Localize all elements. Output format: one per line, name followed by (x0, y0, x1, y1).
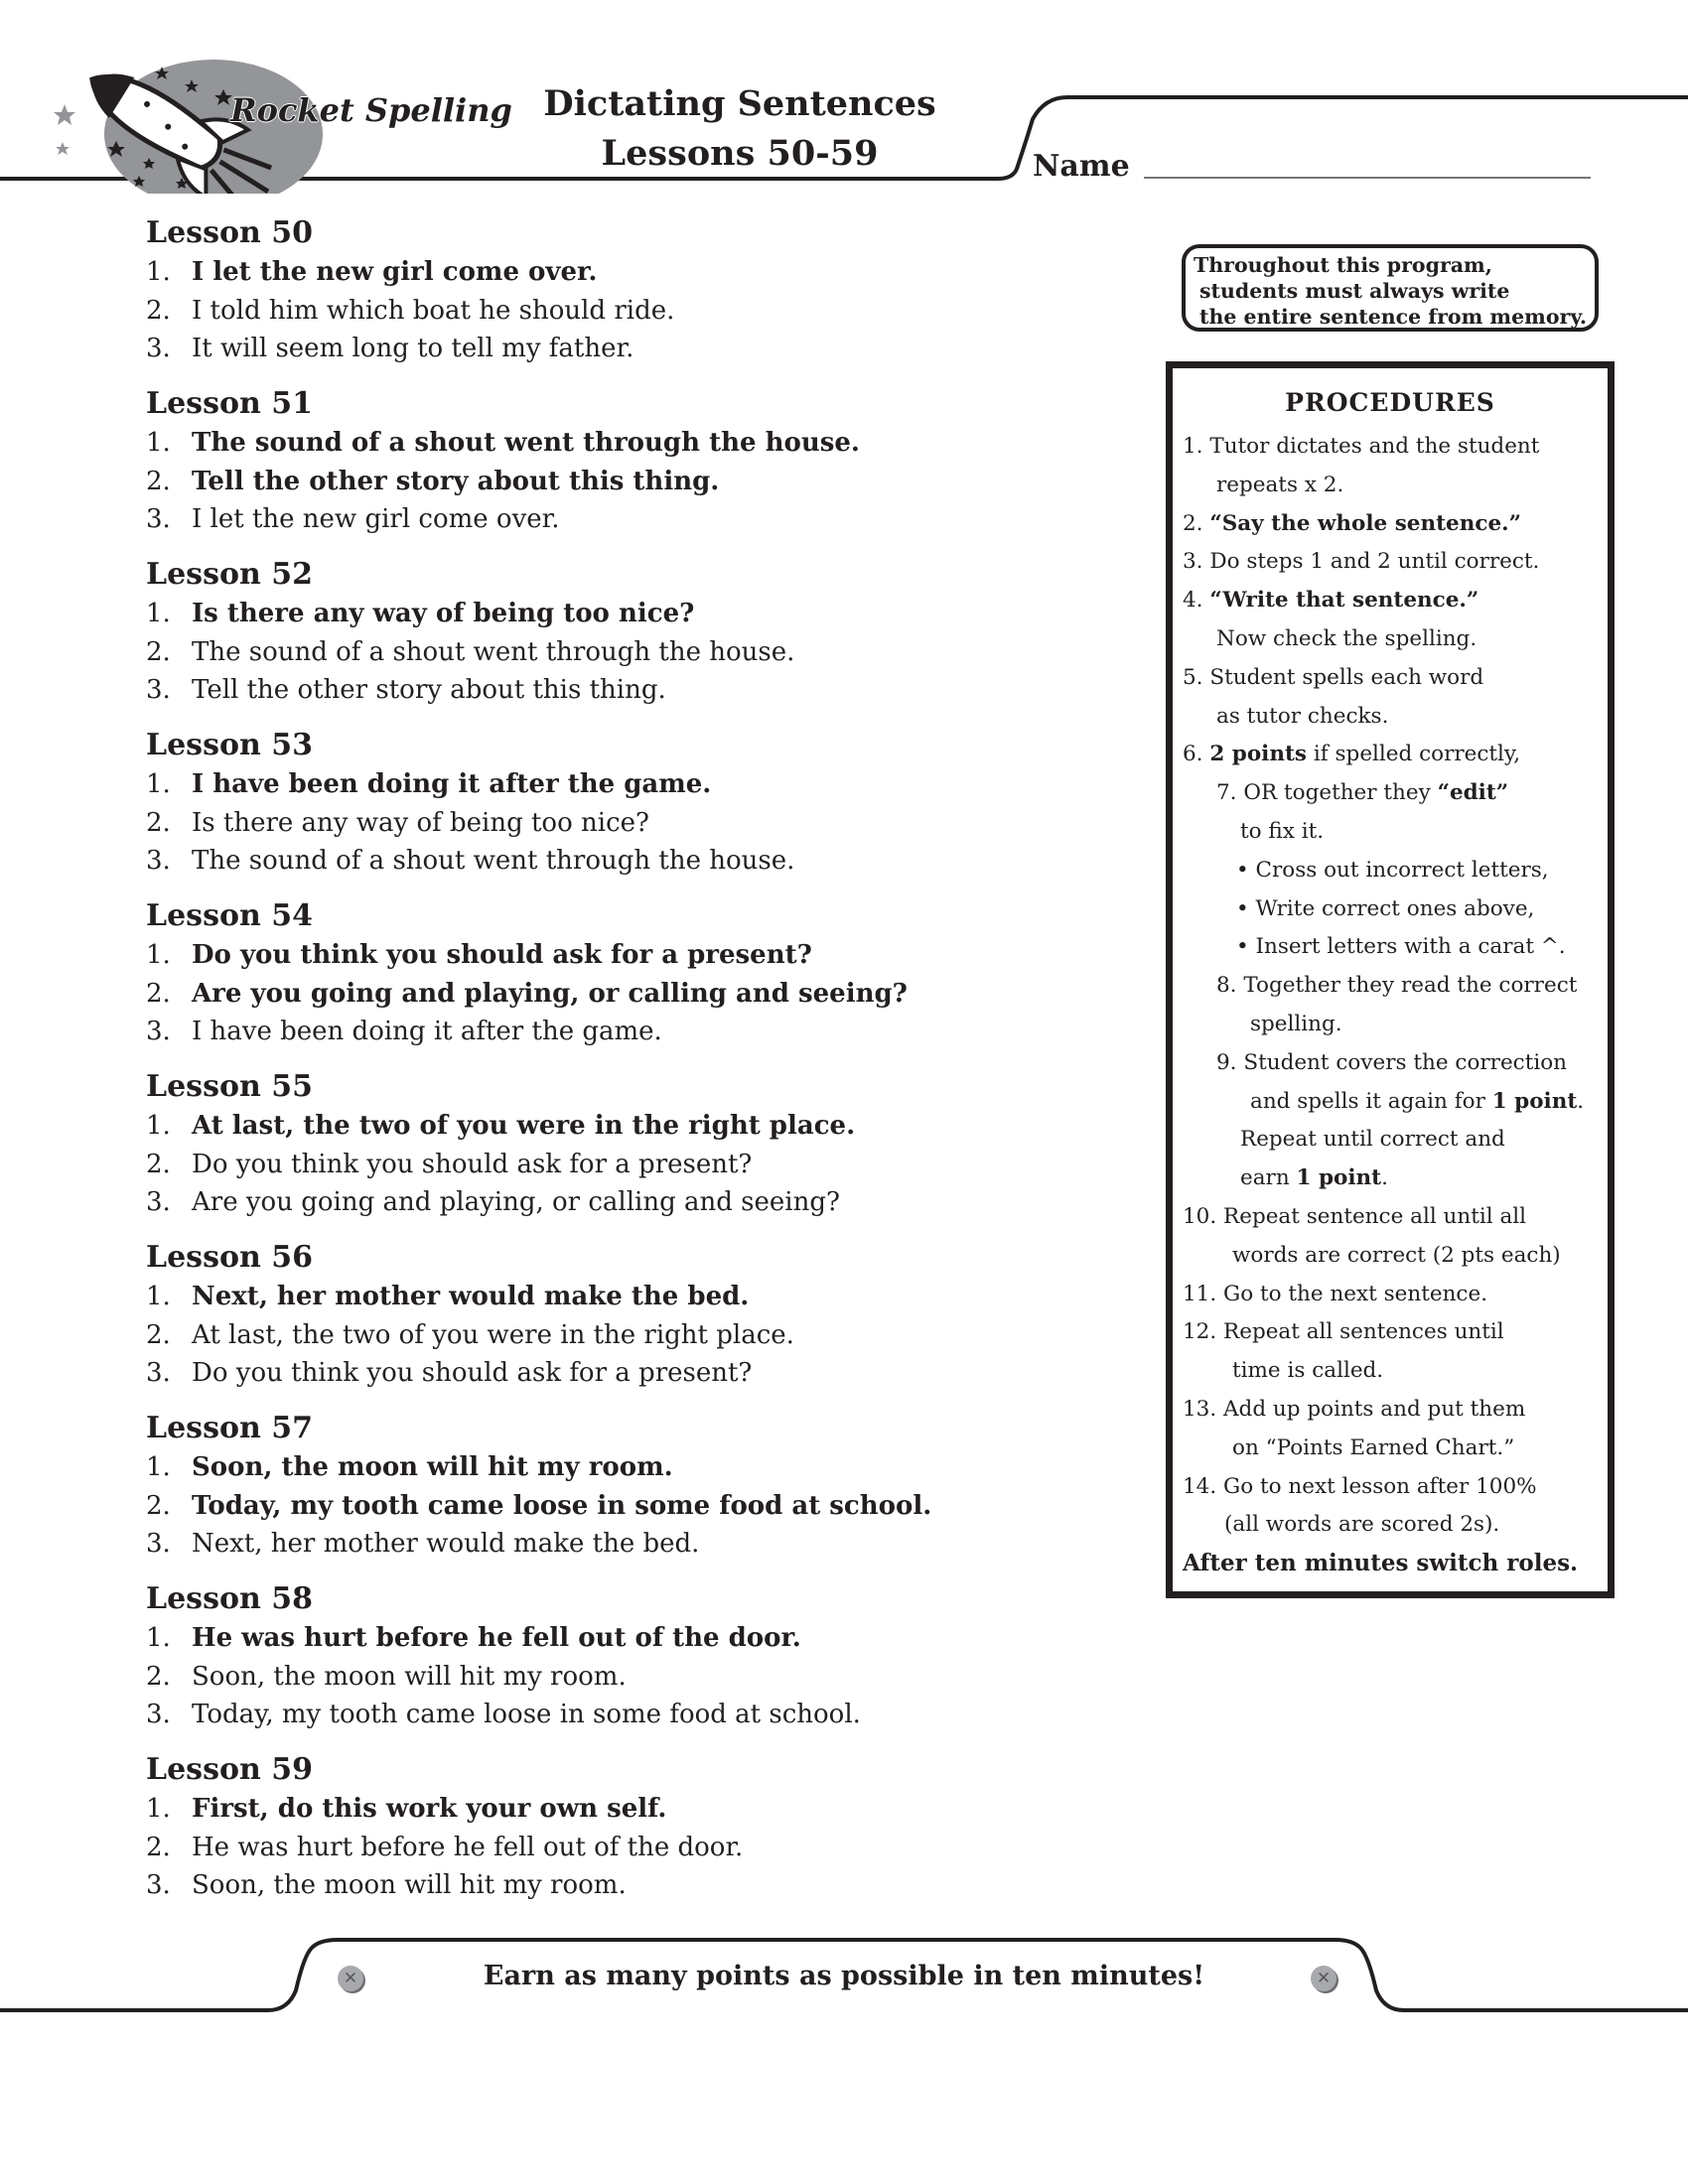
sentence-item (146, 1278, 1040, 1316)
sentence-number: 3. (146, 846, 171, 876)
lesson-heading: Lesson 51 (146, 386, 313, 421)
procedure-line (1183, 1044, 1602, 1083)
procedure-text: 10. Repeat sentence all until all (1183, 1203, 1527, 1229)
sentence-number: 1. (146, 1623, 171, 1653)
sentence-item (146, 463, 1040, 501)
sentence-number: 1. (146, 1111, 171, 1141)
procedure-text: • Write correct ones above, (1236, 895, 1535, 921)
sentence-number: 3. (146, 1187, 171, 1217)
lesson-section (146, 726, 1040, 896)
sentence-text: Next, her mother would make the bed. (192, 1529, 700, 1559)
lesson-section (146, 1067, 1040, 1238)
title-line-2: Lessons 50-59 (601, 133, 879, 174)
sentence-item (146, 292, 1040, 331)
procedure-text: 7. OR together they (1216, 780, 1438, 806)
procedure-line (1183, 1198, 1602, 1237)
procedure-text: earn (1240, 1165, 1297, 1191)
procedure-line (1183, 774, 1602, 813)
procedure-line (1183, 620, 1602, 659)
sentence-item (146, 842, 1040, 881)
procedure-text: 1. Tutor dictates and the student (1183, 434, 1540, 459)
procedure-text: if spelled correctly, (1307, 742, 1521, 767)
sentence-item (146, 1107, 1040, 1146)
sentence-text: Is there any way of being too nice? (192, 599, 695, 628)
procedure-emphasis: 1 point (1491, 1088, 1578, 1114)
procedure-text: 9. Student covers the correction (1216, 1049, 1568, 1075)
sentence-item (146, 595, 1040, 633)
procedure-line (1183, 1237, 1602, 1276)
sentence-text: He was hurt before he fell out of the door. (192, 1623, 801, 1653)
sentence-item (146, 1354, 1040, 1393)
sentence-number: 2. (146, 1319, 171, 1350)
procedure-text: 6. (1183, 742, 1210, 767)
sentence-item (146, 253, 1040, 292)
sentence-text: Soon, the moon will hit my room. (192, 1452, 673, 1482)
lesson-heading: Lesson 59 (146, 1752, 313, 1787)
procedure-text: Now check the spelling. (1216, 625, 1477, 651)
sentence-item (146, 936, 1040, 975)
note-line: students must always write (1199, 279, 1510, 303)
procedure-line (1183, 890, 1602, 929)
procedure-text: Repeat until correct and (1240, 1127, 1505, 1153)
sentence-item (146, 1658, 1040, 1697)
sentence-item (146, 1619, 1040, 1658)
sentence-text: I let the new girl come over. (192, 257, 598, 287)
note-line: Throughout this program, (1194, 253, 1492, 277)
sentence-number: 3. (146, 1700, 171, 1729)
procedure-line (1183, 1352, 1602, 1391)
sentence-item (146, 804, 1040, 843)
sentence-number: 1. (146, 769, 171, 799)
lessons-list (146, 213, 1040, 1921)
procedure-line (1183, 1160, 1602, 1198)
sentence-text: I have been doing it after the game. (192, 769, 712, 799)
sentence-number: 3. (146, 1529, 171, 1559)
sentence-number: 3. (146, 1358, 171, 1388)
sentence-text: First, do this work your own self. (192, 1794, 667, 1824)
procedure-text: . (1381, 1165, 1388, 1191)
procedure-text: spelling. (1250, 1011, 1342, 1036)
sentence-item (146, 1013, 1040, 1051)
sentence-text: The sound of a shout went through the house. (192, 636, 795, 667)
sentence-number: 2. (146, 1149, 171, 1179)
sentence-number: 1. (146, 1794, 171, 1824)
sentence-number: 2. (146, 636, 171, 667)
sentence-number: 2. (146, 466, 171, 496)
procedure-text: 5. Student spells each word (1183, 664, 1484, 690)
lesson-section (146, 896, 1040, 1067)
lesson-section (146, 1238, 1040, 1409)
procedure-line (1183, 1276, 1602, 1314)
memory-note-box (1182, 244, 1599, 332)
sentence-text: Do you think you should ask for a present? (192, 940, 812, 970)
name-field-line[interactable] (1144, 177, 1591, 179)
procedure-text: and spells it again for (1250, 1088, 1492, 1114)
sentence-item (146, 500, 1040, 539)
procedures-list (1183, 428, 1602, 1583)
procedure-text: 11. Go to the next sentence. (1183, 1281, 1488, 1306)
procedure-text: 8. Together they read the correct (1216, 973, 1578, 999)
procedure-line (1183, 967, 1602, 1006)
sentence-number: 1. (146, 599, 171, 628)
sentence-text: It will seem long to tell my father. (192, 334, 634, 363)
sentence-number: 2. (146, 1832, 171, 1862)
title-line-1: Dictating Sentences (543, 83, 936, 124)
sentence-item (146, 671, 1040, 710)
sentence-item (146, 1487, 1040, 1526)
procedures-title: PROCEDURES (1285, 388, 1495, 417)
sentence-text: Do you think you should ask for a present? (192, 1358, 753, 1388)
sentence-number: 1. (146, 1452, 171, 1482)
procedure-text: 13. Add up points and put them (1183, 1396, 1526, 1422)
procedure-closing: After ten minutes switch roles. (1183, 1550, 1579, 1577)
sentence-text: The sound of a shout went through the house. (192, 846, 795, 876)
sentence-text: I told him which boat he should ride. (192, 295, 675, 326)
procedure-line (1183, 1121, 1602, 1160)
sentence-text: Today, my tooth came loose in some food at school. (192, 1490, 932, 1521)
procedure-line (1183, 1391, 1602, 1430)
lesson-section (146, 1579, 1040, 1750)
procedure-emphasis: “edit” (1437, 780, 1509, 806)
procedure-line (1183, 736, 1602, 774)
procedure-text: to fix it. (1240, 818, 1325, 844)
sentence-item (146, 330, 1040, 368)
procedure-line (1183, 813, 1602, 852)
screw-icon: ✕ (338, 1966, 363, 1991)
lesson-heading: Lesson 52 (146, 557, 313, 592)
page-title (516, 79, 963, 179)
procedure-line (1183, 582, 1602, 620)
procedure-line (1183, 1430, 1602, 1468)
sentence-number: 2. (146, 978, 171, 1009)
sentence-text: Soon, the moon will hit my room. (192, 1870, 627, 1900)
sentence-number: 1. (146, 257, 171, 287)
lesson-section (146, 555, 1040, 726)
sentence-text: Tell the other story about this thing. (192, 466, 720, 496)
lesson-heading: Lesson 55 (146, 1069, 313, 1104)
sentence-text: Soon, the moon will hit my room. (192, 1661, 627, 1692)
sentence-text: At last, the two of you were in the right place. (192, 1111, 856, 1141)
procedure-text: as tutor checks. (1216, 703, 1389, 729)
procedure-line (1183, 1313, 1602, 1352)
procedure-emphasis: 2 points (1209, 742, 1308, 767)
sentence-text: Today, my tooth came loose in some food at school. (192, 1700, 861, 1729)
sentence-number: 3. (146, 334, 171, 363)
sentence-number: 3. (146, 1017, 171, 1046)
sentence-item (146, 1829, 1040, 1867)
lesson-heading: Lesson 58 (146, 1581, 313, 1616)
procedure-line (1183, 1006, 1602, 1044)
procedure-emphasis: 1 point (1296, 1165, 1382, 1191)
procedure-text: 3. Do steps 1 and 2 until correct. (1183, 549, 1540, 575)
lesson-heading: Lesson 53 (146, 728, 313, 762)
procedure-text: (all words are scored 2s). (1224, 1512, 1500, 1538)
lesson-heading: Lesson 50 (146, 215, 313, 250)
procedure-text: 2. (1183, 510, 1210, 536)
lesson-section (146, 1409, 1040, 1579)
procedure-text: • Cross out incorrect letters, (1236, 857, 1549, 883)
procedure-emphasis: “Say the whole sentence.” (1209, 510, 1521, 536)
procedure-text: 12. Repeat all sentences until (1183, 1319, 1504, 1345)
procedure-text: • Insert letters with a carat ^. (1236, 934, 1566, 960)
sentence-item (146, 765, 1040, 804)
sentence-text: Are you going and playing, or calling and seeing? (192, 1187, 840, 1217)
sentence-text: Do you think you should ask for a present? (192, 1149, 753, 1179)
sentence-item (146, 1525, 1040, 1564)
sentence-number: 3. (146, 504, 171, 534)
sentence-item (146, 1146, 1040, 1184)
lesson-heading: Lesson 56 (146, 1240, 313, 1275)
procedure-line (1183, 505, 1602, 544)
procedure-text: on “Points Earned Chart.” (1232, 1434, 1515, 1460)
sentence-text: I have been doing it after the game. (192, 1017, 662, 1046)
procedure-line (1183, 1083, 1602, 1122)
lesson-section (146, 384, 1040, 555)
procedure-line (1183, 467, 1602, 505)
sentence-item (146, 1316, 1040, 1355)
procedures-box (1166, 361, 1615, 1598)
sentence-text: He was hurt before he fell out of the door. (192, 1832, 744, 1862)
sentence-text: The sound of a shout went through the house. (192, 428, 860, 458)
sentence-item (146, 1183, 1040, 1222)
procedure-line (1183, 1506, 1602, 1545)
lesson-heading: Lesson 54 (146, 898, 313, 933)
sentence-number: 2. (146, 295, 171, 326)
sentence-item (146, 1790, 1040, 1829)
procedure-text: repeats x 2. (1216, 472, 1344, 497)
sentence-number: 2. (146, 807, 171, 838)
procedure-line (1183, 428, 1602, 467)
name-label: Name (1033, 149, 1130, 184)
procedure-text: time is called. (1232, 1358, 1384, 1384)
note-line: the entire sentence from memory. (1199, 305, 1588, 329)
sentence-number: 3. (146, 1870, 171, 1900)
sentence-item (146, 975, 1040, 1014)
sentence-number: 3. (146, 675, 171, 705)
sentence-number: 1. (146, 1282, 171, 1311)
procedure-line (1183, 659, 1602, 698)
sentence-item (146, 424, 1040, 463)
sentence-number: 2. (146, 1661, 171, 1692)
sentence-item (146, 1696, 1040, 1734)
footer-message: Earn as many points as possible in ten minutes! (483, 1961, 1205, 1991)
sentence-text: Next, her mother would make the bed. (192, 1282, 750, 1311)
procedure-emphasis: “Write that sentence.” (1209, 588, 1479, 614)
procedure-line (1183, 1468, 1602, 1507)
procedure-line (1183, 698, 1602, 737)
lesson-section (146, 1750, 1040, 1921)
logo-text: Rocket Spelling (230, 91, 512, 129)
sentence-number: 2. (146, 1490, 171, 1521)
sentence-item (146, 1448, 1040, 1487)
procedure-text: 14. Go to next lesson after 100% (1183, 1473, 1537, 1499)
lesson-heading: Lesson 57 (146, 1411, 313, 1445)
screw-icon: ✕ (1311, 1966, 1336, 1991)
sentence-item (146, 633, 1040, 672)
procedure-line (1183, 928, 1602, 967)
procedure-text: words are correct (2 pts each) (1232, 1242, 1561, 1268)
sentence-text: I let the new girl come over. (192, 504, 560, 534)
sentence-item (146, 1866, 1040, 1905)
procedure-line (1183, 852, 1602, 890)
procedure-line (1183, 543, 1602, 582)
sentence-text: Is there any way of being too nice? (192, 807, 649, 838)
sentence-text: At last, the two of you were in the right place. (192, 1319, 794, 1350)
sentence-number: 1. (146, 428, 171, 458)
sentence-text: Tell the other story about this thing. (192, 675, 666, 705)
sentence-number: 1. (146, 940, 171, 970)
procedure-text: 4. (1183, 588, 1210, 614)
procedure-text: . (1577, 1088, 1585, 1114)
sentence-text: Are you going and playing, or calling and seeing? (192, 978, 908, 1009)
lesson-section (146, 213, 1040, 384)
